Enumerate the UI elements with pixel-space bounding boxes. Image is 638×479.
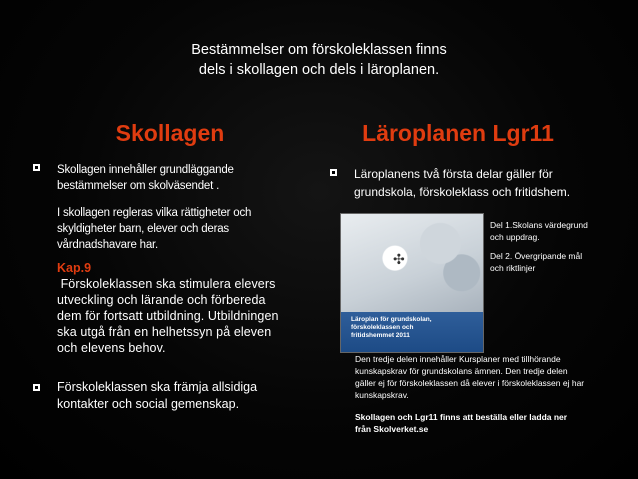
text-line: Del 1.Skolans värdegrund xyxy=(490,220,588,230)
text-line: dem för fortsatt utbildning. Utbildningen xyxy=(57,309,279,323)
text-line: kunskapskrav för grundskolans ämnen. Den tredje delen xyxy=(355,366,568,376)
text-line: bestämmelser om skolväsendet . xyxy=(57,180,220,192)
slide-header xyxy=(0,40,638,80)
text-line: från Skolverket.se xyxy=(355,424,429,434)
text-line: Skollagen innehåller grundläggande xyxy=(57,164,234,176)
text-line: gäller ej för förskoleklassen då elever i förskoleklassen ej har xyxy=(355,378,585,388)
laroplan-third-part-note xyxy=(355,353,625,435)
text-line: Skollagen och Lgr11 finns att beställa eller ladda ner xyxy=(355,412,568,422)
book-cover-title xyxy=(341,312,483,352)
text-line: och riktlinjer xyxy=(490,263,536,273)
text-line: kontakter och social gemenskap. xyxy=(57,397,240,411)
text-line: grundskola, förskoleklass och fritidshem. xyxy=(354,185,571,199)
text-line: Förskoleklassen ska främja allsidiga xyxy=(57,380,258,394)
text-line: Del 2. Övergripande mål xyxy=(490,251,583,261)
book-title-line: förskoleklassen och xyxy=(351,324,414,331)
book-cover-photo xyxy=(341,214,483,312)
text-line: kunskapskrav. xyxy=(355,390,409,400)
text-line: ska utgå från en helhetssyn på eleven xyxy=(57,325,272,339)
laroplan-parts-note xyxy=(490,219,610,274)
text-line: Den tredje delen innehåller Kursplaner med tillhörande xyxy=(355,354,561,364)
header-line-1: Bestämmelser om förskoleklassen finns xyxy=(191,42,447,58)
square-bullet-icon xyxy=(33,164,40,171)
kap-heading: Kap.9 xyxy=(57,261,92,275)
text-line: vårdnadshavare har. xyxy=(57,239,159,251)
laroplanen-bullet-1 xyxy=(330,165,610,201)
text-line: Förskoleklassen ska stimulera elevers xyxy=(57,277,276,291)
skollagen-bullet-1 xyxy=(33,162,293,356)
laroplan-book-cover xyxy=(340,213,484,353)
text-line: I skollagen regleras vilka rättigheter och xyxy=(57,207,252,219)
square-bullet-icon xyxy=(330,169,337,176)
skollagen-title: Skollagen xyxy=(115,120,225,146)
square-bullet-icon xyxy=(33,384,40,391)
text-line: skyldigheter barn, elever och deras xyxy=(57,223,229,235)
text-line: utveckling och lärande och förbereda xyxy=(57,293,266,307)
skollagen-bullet-2 xyxy=(33,379,303,413)
laroplanen-title: Läroplanen Lgr11 xyxy=(362,120,554,146)
text-line: och elevens behov. xyxy=(57,341,166,355)
text-line: och uppdrag. xyxy=(490,232,540,242)
book-title-line: Läroplan för grundskolan, xyxy=(351,316,432,323)
header-line-2: dels i skollagen och dels i läroplanen. xyxy=(198,62,440,78)
text-line: Läroplanens två första delar gäller för xyxy=(354,167,553,181)
book-title-line: fritidshemmet 2011 xyxy=(351,332,410,339)
pinwheel-icon: ✣ xyxy=(393,251,405,267)
